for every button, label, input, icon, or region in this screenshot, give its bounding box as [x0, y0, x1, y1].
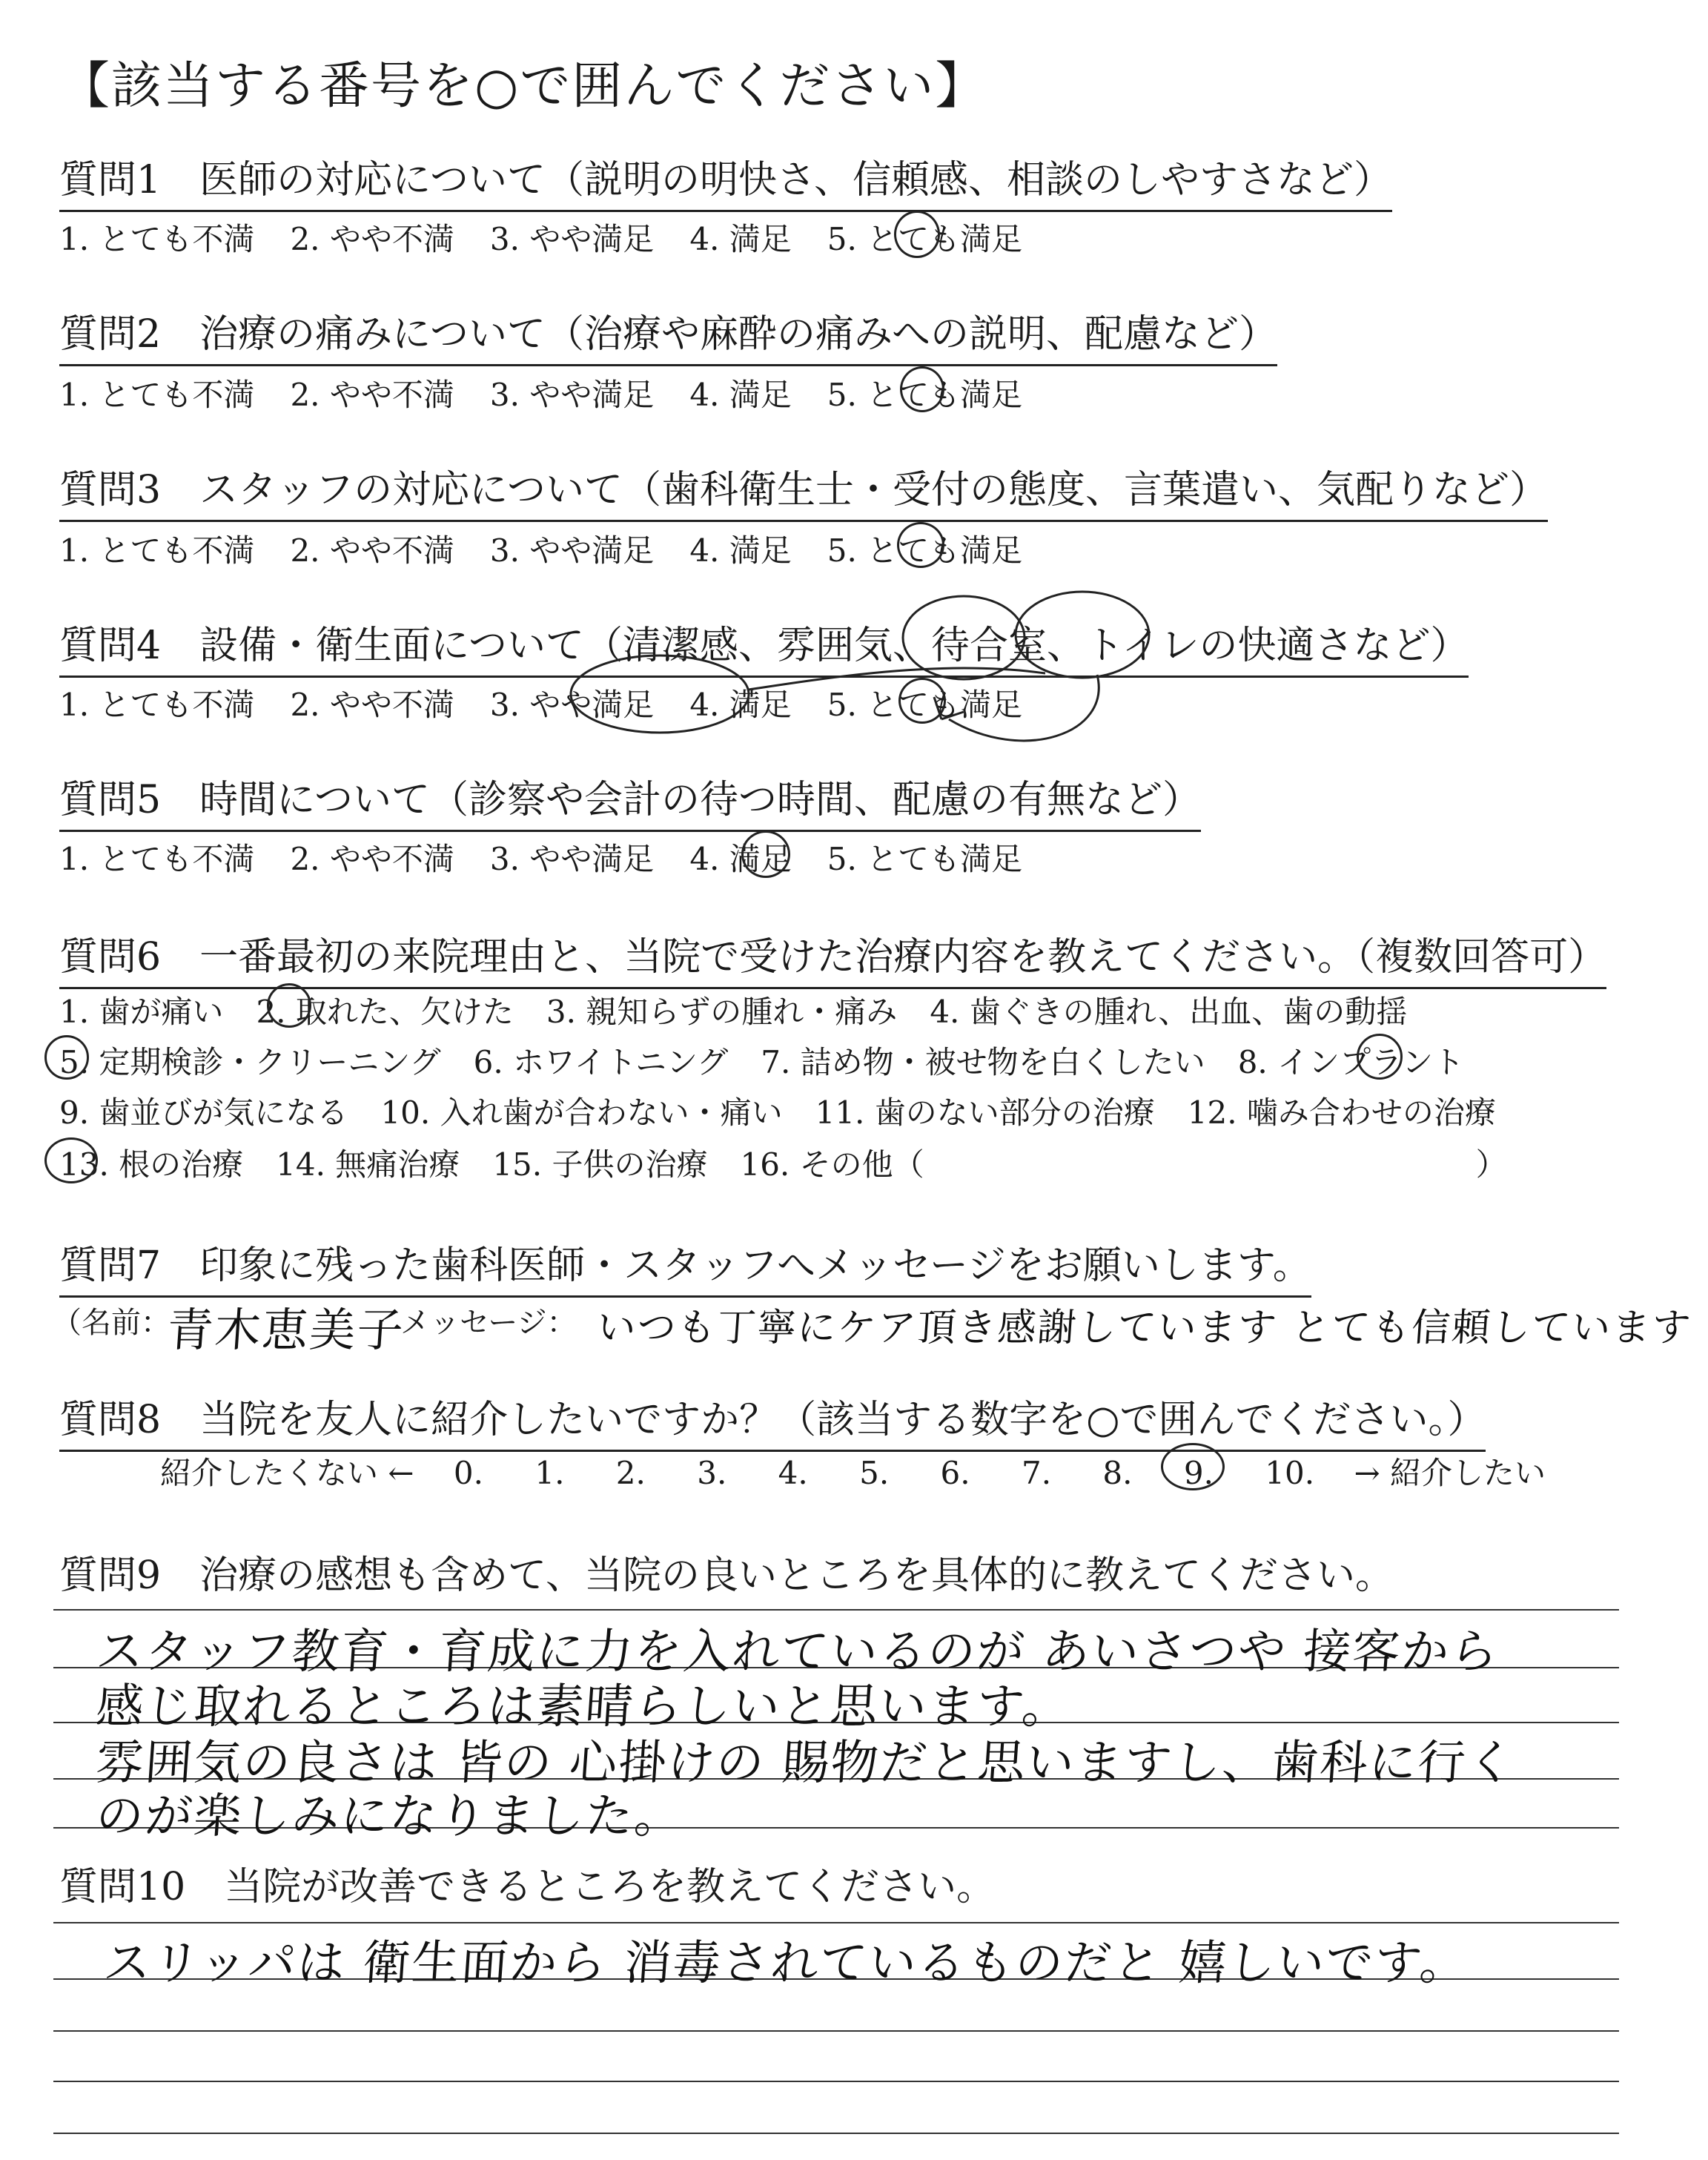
scale-value[interactable]: 4.: [778, 1455, 808, 1491]
handwritten-answer-line: 雰囲気の良さは 皆の 心掛けの 賜物だと思いますし、歯科に行く: [93, 1736, 1518, 1791]
option-5[interactable]: 5. とても満足: [827, 532, 1023, 569]
answer-line: [53, 2030, 1619, 2032]
option-3[interactable]: 3. やや満足: [489, 841, 655, 877]
q6-option[interactable]: 16. その他（: [740, 1146, 924, 1183]
question-10-heading: 質問10 当院が改善できるところを教えてください。: [59, 1865, 996, 1909]
option-4[interactable]: 4. 満足: [689, 377, 792, 413]
option-4[interactable]: 4. 満足: [689, 221, 792, 257]
q6-option[interactable]: 1. 歯が痛い: [59, 994, 224, 1030]
scale-value[interactable]: 7.: [1021, 1455, 1052, 1491]
option-1[interactable]: 1. とても不満: [59, 221, 255, 257]
question-6-heading: 質問6 一番最初の来院理由と、当院で受けた治療内容を教えてください。（複数回答可）: [59, 925, 1606, 989]
selection-circle: [894, 211, 940, 258]
message-label: メッセージ：: [400, 1306, 577, 1340]
option-4[interactable]: 4. 満足: [689, 687, 792, 723]
option-3[interactable]: 3. やや満足: [489, 221, 655, 257]
q6-option[interactable]: 11. 歯のない部分の治療: [815, 1094, 1155, 1131]
handwritten-answer-line: 感じ取れるところは素晴らしいと思います。: [93, 1680, 1073, 1734]
scale-value[interactable]: 9.: [1183, 1455, 1214, 1491]
answer-line: [53, 1609, 1619, 1611]
option-1[interactable]: 1. とても不満: [59, 687, 255, 723]
question-6-row-1: [59, 988, 1440, 1032]
q6-option[interactable]: 5. 定期検診・クリーニング: [59, 1044, 441, 1080]
question-6-row-3: [59, 1089, 1529, 1133]
selection-circle: [900, 366, 944, 412]
question-6-row-4: [59, 1140, 1540, 1185]
question-8-heading: 質問8 当院を友人に紹介したいですか？（該当する数字を○で囲んでください。）: [59, 1388, 1486, 1452]
handwritten-answer-line: スリッパは 衛生面から 消毒されているものだと 嬉しいです。: [101, 1936, 1471, 1991]
option-3[interactable]: 3. やや満足: [489, 532, 655, 569]
option-5[interactable]: 5. とても満足: [827, 377, 1023, 413]
question-6-row-2: [59, 1038, 1497, 1083]
question-9-heading: 質問9 治療の感想も含めて、当院の良いところを具体的に教えてください。: [59, 1553, 1394, 1598]
q6-option-other-close: ）: [1475, 1146, 1507, 1183]
handwritten-name: 青木恵美子: [165, 1303, 407, 1357]
option-3[interactable]: 3. やや満足: [489, 687, 655, 723]
q6-option[interactable]: 10. 入れ歯が合わない・痛い: [380, 1094, 783, 1131]
answer-line: [53, 2081, 1619, 2082]
q6-option[interactable]: 8. インプラント: [1237, 1044, 1465, 1080]
selection-circle: [741, 830, 790, 878]
question-4-heading: 質問4 設備・衛生面について（清潔感、雰囲気、待合室、トイレの快適さなど）: [59, 614, 1469, 678]
scale-value[interactable]: 2.: [615, 1455, 646, 1491]
handwritten-answer-line: のが楽しみになりました。: [93, 1789, 686, 1844]
q6-option[interactable]: 6. ホワイトニング: [473, 1044, 729, 1080]
option-2[interactable]: 2. やや不満: [290, 841, 454, 877]
q6-option[interactable]: 2. 取れた、欠けた: [256, 994, 514, 1030]
selection-circle: [1357, 1034, 1403, 1080]
scale-right-label: → 紹介したい: [1354, 1455, 1546, 1491]
scale-value[interactable]: 8.: [1102, 1455, 1133, 1491]
q6-option[interactable]: 4. 歯ぐきの腫れ、出血、歯の動揺: [930, 994, 1408, 1030]
option-2[interactable]: 2. やや不満: [290, 687, 454, 723]
form-title: 【該当する番号を○で囲んでください】: [59, 57, 987, 116]
recommend-scale: [160, 1449, 1546, 1493]
q6-option[interactable]: 9. 歯並びが気になる: [59, 1094, 348, 1131]
handwritten-message: いつも丁寧にケア頂き感謝しています とても信頼しています: [595, 1306, 1694, 1350]
scale-value[interactable]: 1.: [534, 1455, 565, 1491]
question-1-heading: 質問1 医師の対応について（説明の明快さ、信頼感、相談のしやすさなど）: [59, 148, 1392, 212]
option-1[interactable]: 1. とても不満: [59, 841, 255, 877]
option-1[interactable]: 1. とても不満: [59, 532, 255, 569]
selection-circle: [44, 1137, 98, 1183]
question-5-options: [59, 835, 1058, 879]
option-3[interactable]: 3. やや満足: [489, 377, 655, 413]
question-2-heading: 質問2 治療の痛みについて（治療や麻酔の痛みへの説明、配慮など）: [59, 303, 1277, 366]
option-2[interactable]: 2. やや不満: [290, 532, 454, 569]
q6-option[interactable]: 14. 無痛治療: [276, 1146, 460, 1183]
answer-line: [53, 2133, 1619, 2134]
q6-option[interactable]: 12. 噛み合わせの治療: [1187, 1094, 1496, 1131]
name-label: （名前：: [52, 1306, 171, 1340]
scale-value[interactable]: 5.: [859, 1455, 890, 1491]
option-4[interactable]: 4. 満足: [689, 532, 792, 569]
scale-value[interactable]: 3.: [697, 1455, 727, 1491]
selection-circle: [267, 983, 311, 1028]
scale-value[interactable]: 10.: [1265, 1455, 1315, 1491]
question-3-heading: 質問3 スタッフの対応について（歯科衛生士・受付の態度、言葉遣い、気配りなど）: [59, 458, 1548, 522]
scale-value[interactable]: 0.: [453, 1455, 483, 1491]
scale-left-label: 紹介したくない ←: [160, 1455, 414, 1491]
question-5-heading: 質問5 時間について（診察や会計の待つ時間、配慮の有無など）: [59, 768, 1201, 832]
option-2[interactable]: 2. やや不満: [290, 221, 454, 257]
selection-circle: [897, 522, 944, 568]
option-4[interactable]: 4. 満足: [689, 841, 792, 877]
handwritten-annotation: [563, 586, 1231, 764]
option-5[interactable]: 5. とても満足: [827, 221, 1023, 257]
q6-option[interactable]: 7. 詰め物・被せ物を白くしたい: [761, 1044, 1205, 1080]
question-7-heading: 質問7 印象に残った歯科医師・スタッフへメッセージをお願いします。: [59, 1234, 1311, 1298]
option-5[interactable]: 5. とても満足: [827, 841, 1023, 877]
option-2[interactable]: 2. やや不満: [290, 377, 454, 413]
option-5[interactable]: 5. とても満足: [827, 687, 1023, 723]
scale-value[interactable]: 6.: [940, 1455, 970, 1491]
selection-circle: [44, 1035, 89, 1080]
selection-circle: [1161, 1443, 1225, 1490]
q6-option[interactable]: 3. 親知らずの腫れ・痛み: [546, 994, 898, 1030]
answer-line: [53, 1922, 1619, 1923]
q6-option[interactable]: 15. 子供の治療: [492, 1146, 708, 1183]
handwritten-answer-line: スタッフ教育・育成に力を入れているのが あいさつや 接客から: [93, 1625, 1501, 1680]
q6-option[interactable]: 13. 根の治療: [59, 1146, 244, 1183]
option-1[interactable]: 1. とても不満: [59, 377, 255, 413]
